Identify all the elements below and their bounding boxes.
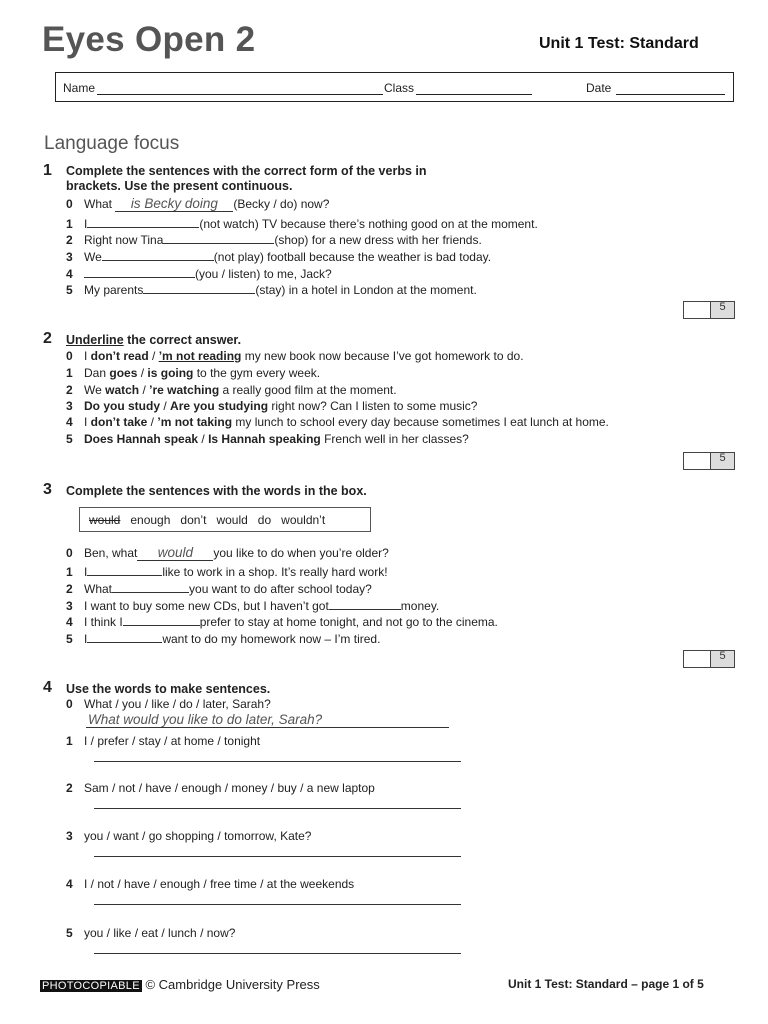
option-b[interactable]: Are you studying bbox=[170, 399, 269, 413]
option-b[interactable]: is going bbox=[147, 366, 194, 380]
exercise-item: 5 My parents (stay) in a hotel in London at the moment. bbox=[66, 283, 477, 297]
word: don’t bbox=[180, 512, 207, 527]
question-instruction: Underline the correct answer. bbox=[66, 333, 242, 347]
exercise-item: 1 Dan goes / is going to the gym every week. bbox=[66, 366, 321, 380]
option-a[interactable]: don’t take bbox=[90, 415, 148, 429]
option-a[interactable]: Does Hannah speak bbox=[84, 432, 199, 446]
exercise-item: 2 Sam / not / have / enough / money / buy / a new laptop bbox=[66, 781, 375, 795]
name-line bbox=[97, 94, 383, 95]
class-line bbox=[416, 94, 532, 95]
answer-line[interactable] bbox=[94, 904, 461, 905]
answer-line[interactable] bbox=[94, 761, 461, 762]
exercise-item: 2 What you want to do after school today? bbox=[66, 582, 372, 596]
question-instruction: Complete the sentences with the words in the box. bbox=[66, 484, 367, 498]
exercise-item: 3 I want to buy some new CDs, but I haven’t got money. bbox=[66, 599, 440, 613]
answer-blank[interactable] bbox=[87, 563, 162, 576]
word-box bbox=[79, 507, 371, 532]
exercise-item: 1 I like to work in a shop. It’s really hard work! bbox=[66, 565, 388, 579]
answer-line[interactable] bbox=[94, 808, 461, 809]
exercise-item: 4 (you / listen) to me, Jack? bbox=[66, 267, 332, 281]
score-box[interactable]: 5 bbox=[683, 650, 735, 668]
answer-blank[interactable]: would bbox=[137, 545, 213, 561]
exercise-item: 2 Right now Tina (shop) for a new dress with her friends. bbox=[66, 233, 482, 247]
publisher: © Cambridge University Press bbox=[145, 977, 320, 992]
underlined-answer: ’m not reading bbox=[158, 349, 242, 363]
question-number: 1 bbox=[43, 162, 52, 179]
page-indicator: Unit 1 Test: Standard – page 1 of 5 bbox=[508, 977, 704, 991]
word: would bbox=[216, 512, 248, 527]
date-line bbox=[616, 94, 725, 95]
date-label: Date bbox=[586, 81, 612, 95]
exercise-item: 1 I / prefer / stay / at home / tonight bbox=[66, 734, 261, 748]
example-answer: What would you like to do later, Sarah? bbox=[88, 712, 323, 727]
option-a[interactable]: Do you study bbox=[84, 399, 161, 413]
question-number: 2 bbox=[43, 330, 52, 347]
answer-blank[interactable] bbox=[84, 265, 195, 278]
score-box[interactable]: 5 bbox=[683, 452, 735, 470]
answer-line[interactable] bbox=[94, 856, 461, 857]
exercise-item: 5 you / like / eat / lunch / now? bbox=[66, 926, 236, 940]
answer-blank[interactable] bbox=[143, 281, 255, 294]
exercise-item: 4 I think I prefer to stay at home tonight, and not go to the cinema. bbox=[66, 615, 498, 629]
photocopiable-label: PHOTOCOPIABLE bbox=[42, 980, 140, 992]
exercise-item: 0 Ben, what would you like to do when you’re older? bbox=[66, 545, 389, 560]
name-label: Name bbox=[63, 81, 96, 95]
exercise-item: 5 Does Hannah speak / Is Hannah speaking French well in her classes? bbox=[66, 432, 469, 446]
option-a[interactable]: watch bbox=[105, 383, 140, 397]
answer-blank[interactable] bbox=[87, 215, 199, 228]
question-number: 4 bbox=[43, 679, 52, 696]
answer-line[interactable] bbox=[86, 727, 449, 728]
answer-line[interactable] bbox=[94, 953, 461, 954]
exercise-item: 5 I want to do my homework now – I’m tired. bbox=[66, 632, 381, 646]
brand-title: Eyes Open 2 bbox=[42, 20, 256, 59]
exercise-item: 0 What / you / like / do / later, Sarah? bbox=[66, 697, 271, 711]
question-number: 3 bbox=[43, 481, 52, 498]
option-a[interactable]: goes bbox=[109, 366, 138, 380]
exercise-item: 3 you / want / go shopping / tomorrow, Kate? bbox=[66, 829, 312, 843]
answer-blank[interactable] bbox=[329, 597, 401, 610]
footer-copyright bbox=[40, 977, 320, 992]
section-heading: Language focus bbox=[44, 133, 180, 154]
exercise-item: 4 I / not / have / enough / free time / at the weekends bbox=[66, 877, 355, 891]
question-instruction: Use the words to make sentences. bbox=[66, 682, 271, 696]
word: do bbox=[257, 512, 272, 527]
exercise-item: 0 I don’t read / ’m not reading my new book now because I’ve got homework to do. bbox=[66, 349, 524, 363]
answer-blank[interactable] bbox=[163, 231, 274, 244]
answer-blank[interactable] bbox=[123, 613, 200, 626]
exercise-item: 2 We watch / ’re watching a really good film at the moment. bbox=[66, 383, 397, 397]
word: wouldn’t bbox=[281, 512, 326, 527]
word-used: would bbox=[89, 512, 121, 527]
exercise-item: 4 I don’t take / ’m not taking my lunch to school every day because sometimes I eat lunch at home. bbox=[66, 415, 609, 429]
exercise-item: 1 I (not watch) TV because there’s nothing good on at the moment. bbox=[66, 217, 538, 231]
test-title: Unit 1 Test: Standard bbox=[539, 35, 699, 52]
option-b[interactable]: ’re watching bbox=[149, 383, 220, 397]
answer-blank[interactable]: is Becky doing bbox=[115, 196, 233, 212]
option-b[interactable]: Is Hannah speaking bbox=[208, 432, 321, 446]
answer-blank[interactable] bbox=[87, 630, 162, 643]
word: enough bbox=[130, 512, 171, 527]
question-instruction: Complete the sentences with the correct form of the verbs in brackets. Use the present continuous. bbox=[66, 164, 427, 193]
exercise-item: 3 We (not play) football because the weather is bad today. bbox=[66, 250, 492, 264]
option-b[interactable]: ’m not taking bbox=[157, 415, 233, 429]
class-label: Class bbox=[384, 81, 415, 95]
answer-blank[interactable] bbox=[112, 580, 189, 593]
exercise-item: 0 What is Becky doing (Becky / do) now? bbox=[66, 196, 330, 211]
answer-blank[interactable] bbox=[102, 248, 214, 261]
exercise-item: 3 Do you study / Are you studying right now? Can I listen to some music? bbox=[66, 399, 478, 413]
score-box[interactable]: 5 bbox=[683, 301, 735, 319]
